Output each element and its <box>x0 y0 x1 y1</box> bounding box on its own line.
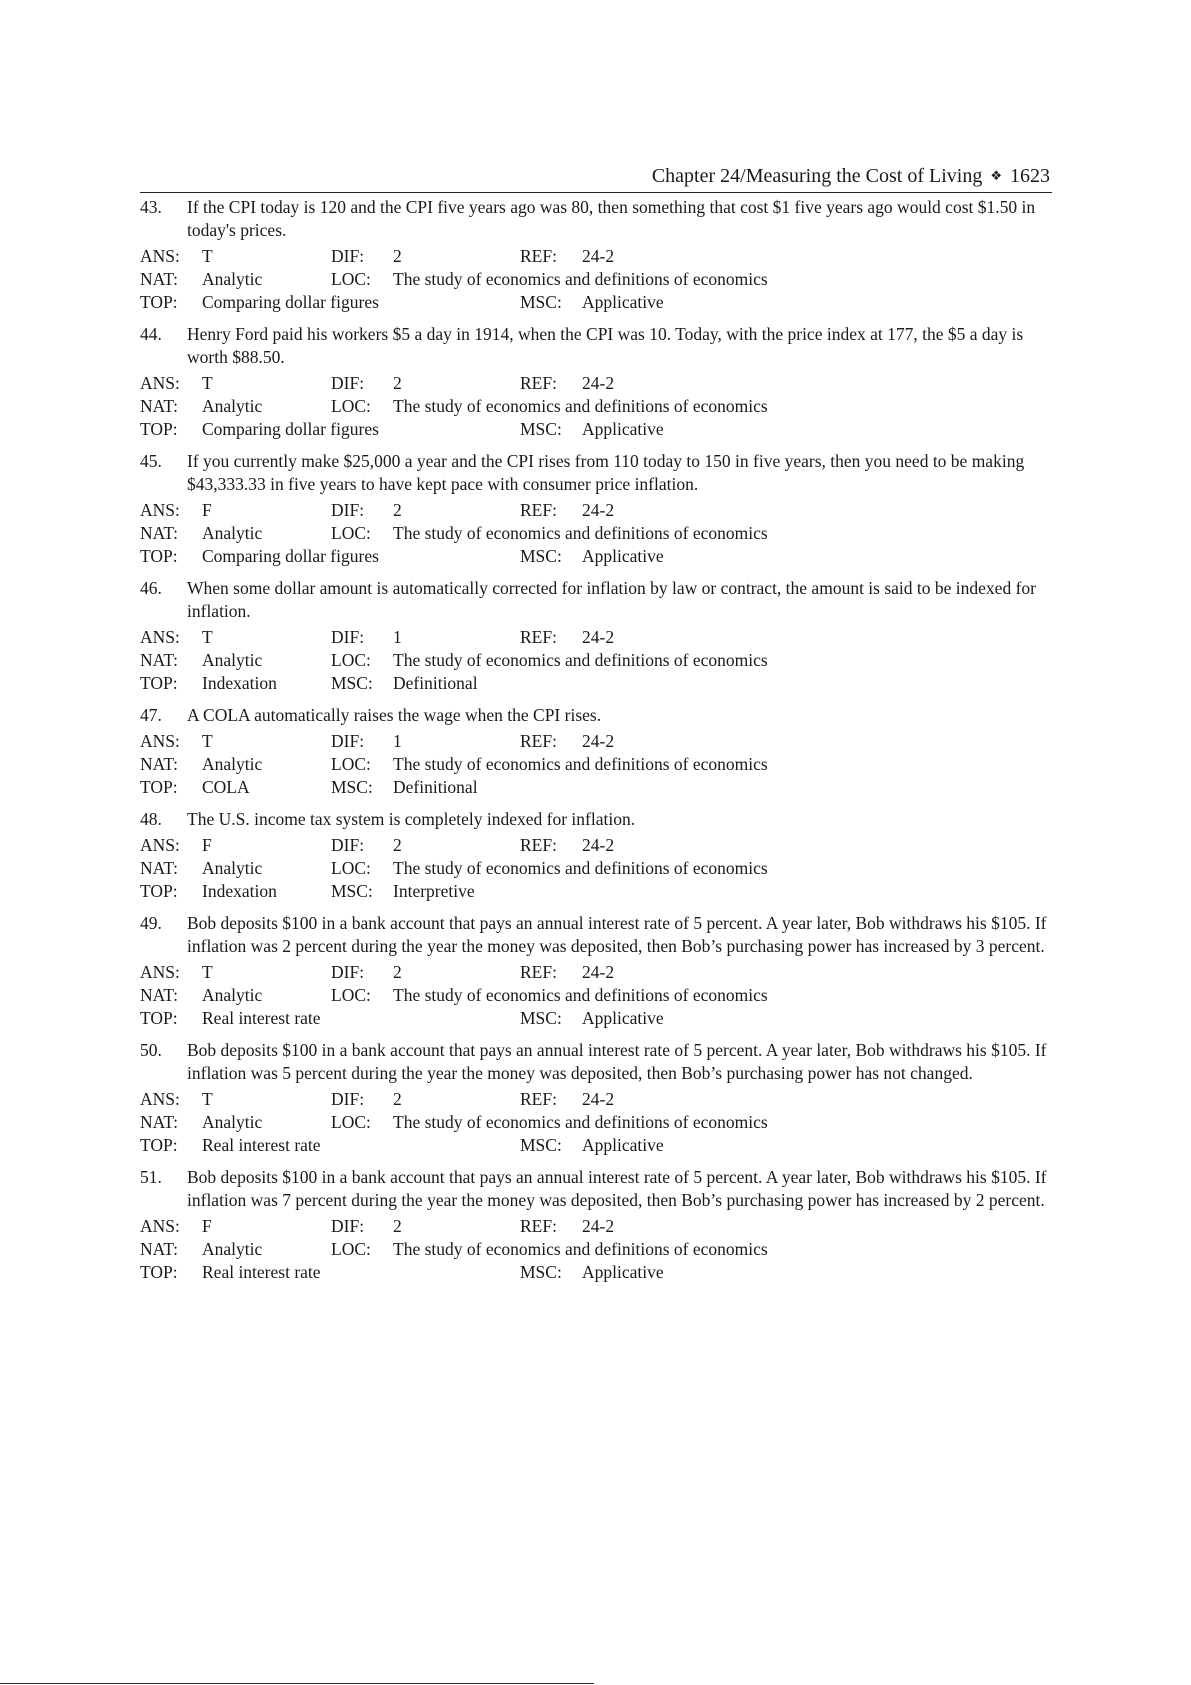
ref-value: 24-2 <box>582 835 615 855</box>
nat-label: NAT: <box>140 754 179 774</box>
top-label: TOP: <box>140 292 178 312</box>
ref-value: 24-2 <box>582 1089 615 1109</box>
msc-label: MSC: <box>520 1262 562 1282</box>
loc-value: The study of economics and definitions of economics <box>393 396 768 416</box>
question-item <box>140 1166 1060 1284</box>
nat-value: Analytic <box>202 523 263 543</box>
question-text: If you currently make $25,000 a year and the CPI rises from 110 today to 150 in five years, then you need to be making $43,333.33 in five years to have kept pace with consumer price inflation. <box>187 451 1025 494</box>
answer-row <box>140 626 1060 649</box>
top-label: TOP: <box>140 546 178 566</box>
ref-label: REF: <box>520 962 557 982</box>
ref-value: 24-2 <box>582 373 615 393</box>
nat-loc-row <box>140 268 1060 291</box>
answer-row <box>140 730 1060 753</box>
top-value: Indexation <box>202 881 277 901</box>
question-stem <box>140 577 1060 623</box>
msc-value: Applicative <box>582 1008 664 1028</box>
top-msc-row <box>140 672 1060 695</box>
ans-label: ANS: <box>140 373 180 393</box>
loc-value: The study of economics and definitions of economics <box>393 985 768 1005</box>
loc-value: The study of economics and definitions of economics <box>393 1239 768 1259</box>
msc-label: MSC: <box>520 1008 562 1028</box>
top-value: Comparing dollar figures <box>202 546 379 566</box>
top-msc-row <box>140 418 1060 441</box>
loc-label: LOC: <box>331 1112 371 1132</box>
top-msc-row <box>140 1134 1060 1157</box>
ref-value: 24-2 <box>582 627 615 647</box>
dif-label: DIF: <box>331 731 365 751</box>
ref-label: REF: <box>520 627 557 647</box>
ref-value: 24-2 <box>582 962 615 982</box>
ans-label: ANS: <box>140 500 180 520</box>
msc-value: Applicative <box>582 546 664 566</box>
ans-value: F <box>202 835 212 855</box>
loc-value: The study of economics and definitions of economics <box>393 523 768 543</box>
question-number: 49. <box>140 913 162 933</box>
top-label: TOP: <box>140 1135 178 1155</box>
question-text: Henry Ford paid his workers $5 a day in 1914, when the CPI was 10. Today, with the price index at 177, the $5 a day is worth $88.50. <box>187 324 1024 367</box>
diamond-separator-icon: ❖ <box>990 168 1002 183</box>
nat-label: NAT: <box>140 396 179 416</box>
question-item <box>140 196 1060 314</box>
question-number: 46. <box>140 578 162 598</box>
nat-value: Analytic <box>202 858 263 878</box>
msc-label: MSC: <box>331 881 373 901</box>
ans-value: T <box>202 246 213 266</box>
ans-value: F <box>202 1216 212 1236</box>
answer-row <box>140 834 1060 857</box>
loc-label: LOC: <box>331 1239 371 1259</box>
ans-value: T <box>202 962 213 982</box>
nat-value: Analytic <box>202 269 263 289</box>
question-number: 51. <box>140 1167 162 1187</box>
question-stem <box>140 1039 1060 1085</box>
ans-value: T <box>202 373 213 393</box>
header-text <box>652 164 1050 190</box>
question-stem <box>140 196 1060 242</box>
dif-value: 2 <box>393 1216 402 1236</box>
page-number: 1623 <box>1010 165 1050 187</box>
nat-loc-row <box>140 649 1060 672</box>
ref-label: REF: <box>520 835 557 855</box>
loc-label: LOC: <box>331 754 371 774</box>
question-text: Bob deposits $100 in a bank account that pays an annual interest rate of 5 percent. A year later, Bob withdraws his $105. If inflation was 5 percent during the year the money was deposited, then Bob’s purchasing power has not changed. <box>187 1040 1047 1083</box>
top-msc-row <box>140 1007 1060 1030</box>
msc-label: MSC: <box>520 419 562 439</box>
ref-label: REF: <box>520 731 557 751</box>
top-label: TOP: <box>140 673 178 693</box>
loc-label: LOC: <box>331 523 371 543</box>
nat-value: Analytic <box>202 1239 263 1259</box>
top-label: TOP: <box>140 777 178 797</box>
question-number: 47. <box>140 705 162 725</box>
dif-label: DIF: <box>331 627 365 647</box>
answer-row <box>140 372 1060 395</box>
nat-loc-row <box>140 984 1060 1007</box>
msc-value: Interpretive <box>393 881 475 901</box>
top-value: Real interest rate <box>202 1135 321 1155</box>
question-stem <box>140 450 1060 496</box>
question-stem <box>140 704 1060 727</box>
dif-value: 1 <box>393 627 402 647</box>
question-item <box>140 912 1060 1030</box>
loc-value: The study of economics and definitions of economics <box>393 269 768 289</box>
loc-value: The study of economics and definitions of economics <box>393 650 768 670</box>
top-value: Comparing dollar figures <box>202 292 379 312</box>
dif-label: DIF: <box>331 500 365 520</box>
msc-value: Applicative <box>582 1135 664 1155</box>
question-text: Bob deposits $100 in a bank account that pays an annual interest rate of 5 percent. A year later, Bob withdraws his $105. If inflation was 2 percent during the year the money was deposited, then Bob’s purchasing power has increased by 3 percent. <box>187 913 1047 956</box>
nat-label: NAT: <box>140 858 179 878</box>
chapter-title: Chapter 24/Measuring the Cost of Living <box>651 165 983 187</box>
dif-label: DIF: <box>331 1216 365 1236</box>
footer-rule <box>0 1683 594 1684</box>
nat-label: NAT: <box>140 1239 179 1259</box>
ans-value: T <box>202 627 213 647</box>
question-item <box>140 323 1060 441</box>
nat-loc-row <box>140 395 1060 418</box>
top-label: TOP: <box>140 1008 178 1028</box>
nat-label: NAT: <box>140 269 179 289</box>
top-value: Comparing dollar figures <box>202 419 379 439</box>
top-msc-row <box>140 1261 1060 1284</box>
question-item <box>140 450 1060 568</box>
ans-value: F <box>202 500 212 520</box>
question-item <box>140 808 1060 903</box>
question-text: When some dollar amount is automatically corrected for inflation by law or contract, the amount is said to be indexed for inflation. <box>187 578 1036 621</box>
msc-label: MSC: <box>331 673 373 693</box>
msc-label: MSC: <box>520 1135 562 1155</box>
question-stem <box>140 323 1060 369</box>
ans-value: T <box>202 731 213 751</box>
nat-value: Analytic <box>202 1112 263 1132</box>
msc-label: MSC: <box>520 546 562 566</box>
question-number: 50. <box>140 1040 162 1060</box>
loc-label: LOC: <box>331 269 371 289</box>
ref-value: 24-2 <box>582 731 615 751</box>
loc-value: The study of economics and definitions of economics <box>393 754 768 774</box>
question-text: Bob deposits $100 in a bank account that pays an annual interest rate of 5 percent. A year later, Bob withdraws his $105. If inflation was 7 percent during the year the money was deposited, then Bob’s purchasing power has increased by 2 percent. <box>187 1167 1047 1210</box>
answer-row <box>140 245 1060 268</box>
question-list <box>140 196 1060 1293</box>
ans-label: ANS: <box>140 627 180 647</box>
nat-loc-row <box>140 522 1060 545</box>
ref-label: REF: <box>520 373 557 393</box>
ref-value: 24-2 <box>582 1216 615 1236</box>
dif-label: DIF: <box>331 373 365 393</box>
question-stem <box>140 912 1060 958</box>
top-value: Real interest rate <box>202 1008 321 1028</box>
question-number: 48. <box>140 809 162 829</box>
question-stem <box>140 808 1060 831</box>
ans-label: ANS: <box>140 1089 180 1109</box>
loc-label: LOC: <box>331 985 371 1005</box>
dif-value: 2 <box>393 500 402 520</box>
answer-row <box>140 1215 1060 1238</box>
ans-label: ANS: <box>140 1216 180 1236</box>
dif-value: 2 <box>393 246 402 266</box>
dif-label: DIF: <box>331 962 365 982</box>
loc-value: The study of economics and definitions of economics <box>393 858 768 878</box>
ref-value: 24-2 <box>582 500 615 520</box>
msc-value: Applicative <box>582 292 664 312</box>
msc-value: Applicative <box>582 1262 664 1282</box>
top-msc-row <box>140 545 1060 568</box>
question-item <box>140 1039 1060 1157</box>
dif-value: 2 <box>393 1089 402 1109</box>
answer-row <box>140 961 1060 984</box>
ref-label: REF: <box>520 1216 557 1236</box>
dif-value: 2 <box>393 962 402 982</box>
question-number: 44. <box>140 324 162 344</box>
question-number: 45. <box>140 451 162 471</box>
msc-value: Definitional <box>393 777 478 797</box>
question-text: The U.S. income tax system is completely indexed for inflation. <box>187 809 636 829</box>
ref-value: 24-2 <box>582 246 615 266</box>
dif-label: DIF: <box>331 246 365 266</box>
nat-label: NAT: <box>140 523 179 543</box>
msc-label: MSC: <box>331 777 373 797</box>
top-msc-row <box>140 776 1060 799</box>
question-text: A COLA automatically raises the wage when the CPI rises. <box>187 705 602 725</box>
nat-value: Analytic <box>202 985 263 1005</box>
nat-loc-row <box>140 1111 1060 1134</box>
ans-label: ANS: <box>140 962 180 982</box>
msc-value: Applicative <box>582 419 664 439</box>
dif-label: DIF: <box>331 835 365 855</box>
question-stem <box>140 1166 1060 1212</box>
top-label: TOP: <box>140 881 178 901</box>
loc-label: LOC: <box>331 396 371 416</box>
dif-value: 2 <box>393 373 402 393</box>
top-value: Real interest rate <box>202 1262 321 1282</box>
msc-label: MSC: <box>520 292 562 312</box>
top-value: COLA <box>202 777 250 797</box>
ans-label: ANS: <box>140 246 180 266</box>
nat-label: NAT: <box>140 985 179 1005</box>
ref-label: REF: <box>520 246 557 266</box>
question-item <box>140 577 1060 695</box>
top-msc-row <box>140 880 1060 903</box>
nat-value: Analytic <box>202 754 263 774</box>
ans-label: ANS: <box>140 731 180 751</box>
loc-label: LOC: <box>331 650 371 670</box>
dif-label: DIF: <box>331 1089 365 1109</box>
dif-value: 2 <box>393 835 402 855</box>
nat-label: NAT: <box>140 650 179 670</box>
page-header <box>140 164 1052 193</box>
answer-row <box>140 1088 1060 1111</box>
question-item <box>140 704 1060 799</box>
nat-loc-row <box>140 857 1060 880</box>
ref-label: REF: <box>520 1089 557 1109</box>
dif-value: 1 <box>393 731 402 751</box>
nat-value: Analytic <box>202 650 263 670</box>
top-msc-row <box>140 291 1060 314</box>
nat-loc-row <box>140 1238 1060 1261</box>
question-number: 43. <box>140 197 162 217</box>
ans-value: T <box>202 1089 213 1109</box>
nat-label: NAT: <box>140 1112 179 1132</box>
nat-loc-row <box>140 753 1060 776</box>
top-value: Indexation <box>202 673 277 693</box>
question-text: If the CPI today is 120 and the CPI five years ago was 80, then something that cost $1 five years ago would cost $1.50 in today's prices. <box>187 197 1036 240</box>
msc-value: Definitional <box>393 673 478 693</box>
loc-label: LOC: <box>331 858 371 878</box>
ans-label: ANS: <box>140 835 180 855</box>
loc-value: The study of economics and definitions of economics <box>393 1112 768 1132</box>
top-label: TOP: <box>140 419 178 439</box>
ref-label: REF: <box>520 500 557 520</box>
answer-row <box>140 499 1060 522</box>
nat-value: Analytic <box>202 396 263 416</box>
top-label: TOP: <box>140 1262 178 1282</box>
